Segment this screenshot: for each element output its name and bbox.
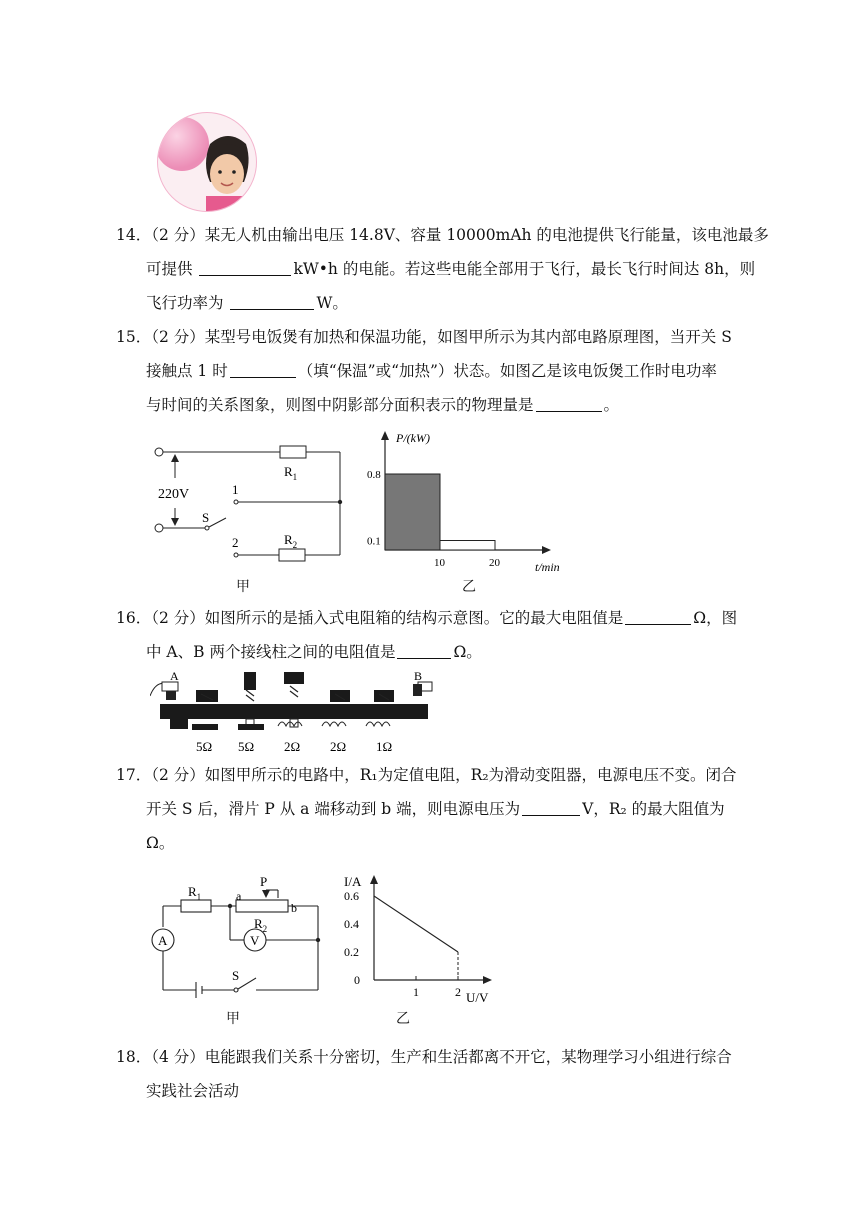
resistor-label-2: 5Ω [238, 739, 255, 754]
resistance-box-diagram [150, 668, 435, 756]
contact-2-label: 2 [232, 535, 239, 550]
question-18 [116, 1040, 741, 1108]
voltage-label: 220V [158, 487, 190, 502]
data-line [374, 896, 458, 952]
bar-1 [385, 474, 440, 550]
question-14 [116, 218, 769, 320]
y-axis-label: P/(kW) [396, 431, 430, 445]
q17-line1: 17．（2 分）如图甲所示的电路中，R₁为定值电阻，R₂为滑动变阻器，电源电压不变。闭合 [116, 766, 737, 784]
x-axis-arrow [542, 546, 551, 554]
q17-circuit-diagram [148, 872, 333, 1002]
y-tick-label: 0.4 [344, 917, 359, 931]
bar-2 [440, 541, 495, 551]
x-axis-label: t/min [535, 560, 560, 574]
question-15 [116, 320, 741, 422]
q16-line2-b: Ω。 [453, 643, 482, 661]
end-b-label: b [291, 901, 297, 915]
q15-circuit-diagram [150, 438, 360, 578]
resistor-label-4: 2Ω [330, 739, 347, 754]
switch-label: S [202, 510, 210, 525]
answer-blank [536, 395, 602, 412]
answer-blank [522, 799, 580, 816]
slider-p-label: P [260, 874, 268, 889]
y-tick-label: 0 [354, 973, 360, 987]
y-tick-label: 0.2 [344, 945, 359, 959]
r2-label: $R_2$ [284, 532, 298, 550]
answer-blank [625, 608, 691, 625]
q15-line1: 15．（2 分）某型号电饭煲有加热和保温功能，如图甲所示为其内部电路原理图，当开关 S [116, 328, 732, 346]
q14-line3-a: 飞行功率为 [146, 294, 229, 312]
question-17 [116, 758, 741, 860]
q15-line2-b: （填“保温”或“加热”）状态。如图乙是该电饭煲工作时电功率 [297, 362, 717, 380]
contact-1-label: 1 [232, 482, 239, 497]
figure-caption-jia: 甲 [236, 579, 250, 595]
x-axis-arrow [483, 976, 492, 984]
q15-line3-b: 。 [603, 396, 620, 414]
q17-line3: Ω。 [146, 834, 175, 852]
switch-label: S [232, 968, 240, 983]
terminal-b-label: B [414, 669, 423, 683]
end-a-label: a [236, 889, 242, 903]
figure-caption-yi: 乙 [396, 1011, 410, 1027]
q18-line2: 实践社会活动 [146, 1082, 240, 1100]
x-tick-label: 1 [413, 985, 419, 999]
x-tick-label: 10 [434, 557, 445, 569]
q16-line1-a: 16．（2 分）如图所示的是插入式电阻箱的结构示意图。它的最大电阻值是 [116, 609, 624, 627]
x-tick-label: 2 [455, 985, 461, 999]
q14-line1: 14．（2 分）某无人机由输出电压 14.8V、容量 10000mAh 的电池提供飞行能量，该电池最多 [116, 226, 769, 244]
resistor-label-5: 1Ω [376, 739, 393, 754]
terminal-a-label: A [170, 669, 179, 683]
q16-line2-a: 中 A、B 两个接线柱之间的电阻值是 [146, 643, 396, 661]
answer-blank [230, 361, 296, 378]
q15-line3-a: 与时间的关系图象，则图中阴影部分面积表示的物理量是 [146, 396, 534, 414]
resistor-label-3: 2Ω [284, 739, 301, 754]
figure-caption-yi: 乙 [462, 579, 476, 595]
r2-label: $R_2$ [254, 916, 268, 934]
answer-blank [397, 642, 451, 659]
y-axis-arrow [381, 431, 389, 440]
figure-caption-jia: 甲 [226, 1011, 240, 1027]
resistor-label-1: 5Ω [196, 739, 213, 754]
current-voltage-chart [338, 870, 508, 1010]
girl-balloon-photo [148, 112, 266, 212]
x-axis-label: U/V [466, 990, 489, 1005]
answer-blank [199, 259, 291, 276]
r1-label: $R_1$ [284, 464, 298, 482]
q16-line1-b: Ω，图 [693, 609, 738, 627]
voltmeter-symbol: V [250, 933, 260, 948]
q14-line3-b: W。 [316, 294, 348, 312]
q14-line2-b: kW•h 的电能。若这些电能全部用于飞行，最长飞行时间达 8h，则 [293, 260, 756, 278]
q15-line2-a: 接触点 1 时 [146, 362, 228, 380]
y-axis-label: I/A [344, 874, 362, 889]
y-tick-label: 0.8 [367, 469, 381, 481]
q18-line1: 18．（4 分）电能跟我们关系十分密切，生产和生活都离不开它，某物理学习小组进行综合 [116, 1048, 732, 1066]
answer-blank [230, 293, 314, 310]
y-axis-arrow [370, 875, 378, 884]
q17-line2-a: 开关 S 后，滑片 P 从 a 端移动到 b 端，则电源电压为 [146, 800, 521, 818]
question-16 [116, 601, 741, 669]
y-tick-label: 0.6 [344, 889, 359, 903]
r1-label: $R_1$ [188, 884, 202, 902]
y-tick-label: 0.1 [367, 535, 381, 548]
power-time-chart [360, 426, 570, 576]
ammeter-symbol: A [158, 933, 168, 948]
q14-line2-a: 可提供 [146, 260, 198, 278]
x-tick-label: 20 [489, 557, 500, 569]
q17-line2-b: V，R₂ 的最大阻值为 [582, 800, 725, 818]
